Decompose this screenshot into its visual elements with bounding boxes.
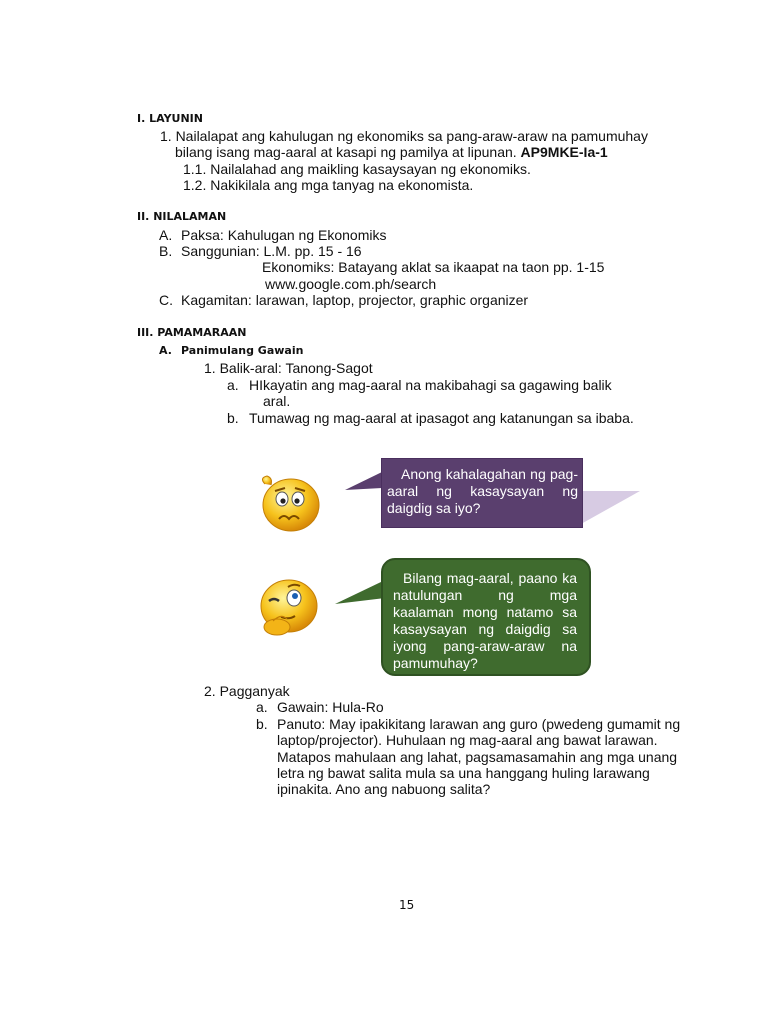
objective-sub-1: 1.1. Nailalahad ang maikling kasaysayan ng ekonomiks. [183, 161, 531, 177]
section-title-pamamaraan: III. PAMAMARAAN [137, 326, 247, 339]
objective-line-1: 1. Nailalapat ang kahulugan ng ekonomiks sa pang-araw-araw na pamumuhay [160, 128, 648, 144]
procedure-2a-text: Gawain: Hula-Ro [277, 699, 384, 715]
procedure-1a-line1: HIkayatin ang mag-aaral na makibahagi sa gagawing balik [249, 377, 612, 393]
procedure-2b-line2: laptop/projector). Huhulaan ng mag-aaral ang bawat larawan. [277, 732, 658, 748]
procedure-2b-marker: b. [256, 716, 268, 732]
objective-sub-2: 1.2. Nakikilala ang mga tanyag na ekonomista. [183, 177, 474, 193]
procedure-1a-line2: aral. [263, 393, 291, 409]
content-a-text: Paksa: Kahulugan ng Ekonomiks [181, 227, 387, 243]
procedure-item-1: 1. Balik-aral: Tanong-Sagot [204, 360, 373, 376]
procedure-a-marker: A. [159, 344, 172, 357]
procedure-1a-marker: a. [227, 377, 239, 393]
objective-text: bilang isang mag-aaral at kasapi ng pamilya at lipunan. [175, 144, 517, 160]
question-bubble-2 [381, 558, 591, 676]
procedure-2b-line4: letra ng bawat salita mula sa una hanggang huling larawang [277, 765, 650, 781]
page-number: 15 [399, 898, 415, 912]
procedure-item-2: 2. Pagganyak [204, 683, 290, 699]
worried-face-icon [255, 474, 325, 534]
question-bubble-1 [381, 458, 583, 528]
objective-code: AP9MKE-Ia-1 [520, 144, 608, 160]
reference-book: Ekonomiks: Batayang aklat sa ikaapat na taon pp. 1-15 [262, 259, 605, 275]
procedure-1b-text: Tumawag ng mag-aaral at ipasagot ang katanungan sa ibaba. [249, 410, 634, 426]
content-a-marker: A. [159, 227, 173, 243]
question-2-text: Bilang mag-aaral, paano ka natulungan ng mga kaalaman mong natamo sa kasaysayan ng daigdig sa iyong pang-araw-araw na pamumuhay? [393, 570, 577, 671]
objective-line-2 [175, 144, 608, 160]
thinking-face-icon [255, 577, 325, 637]
procedure-1b-marker: b. [227, 410, 239, 426]
content-b-text: Sanggunian: L.M. pp. 15 - 16 [181, 243, 362, 259]
procedure-2b-line1: Panuto: May ipakikitang larawan ang guro (pwedeng gumamit ng [277, 716, 681, 732]
procedure-2b-line5: ipinakita. Ano ang nabuong salita? [277, 781, 491, 797]
content-c-text: Kagamitan: larawan, laptop, projector, graphic organizer [181, 292, 529, 308]
content-b-marker: B. [159, 243, 173, 259]
content-c-marker: C. [159, 292, 173, 308]
procedure-a-title: Panimulang Gawain [181, 344, 304, 357]
section-title-nilalaman: II. NILALAMAN [137, 210, 227, 223]
procedure-2b-line3: Matapos mahulaan ang lahat, pagsamasamahin ang mga unang [277, 749, 678, 765]
question-1-text: Anong kahalagahan ng pag-aaral ng kasaysayan ng daigdig sa iyo? [387, 466, 578, 516]
procedure-2a-marker: a. [256, 699, 268, 715]
section-title-layunin: I. LAYUNIN [137, 112, 203, 125]
reference-url: www.google.com.ph/search [265, 276, 437, 292]
